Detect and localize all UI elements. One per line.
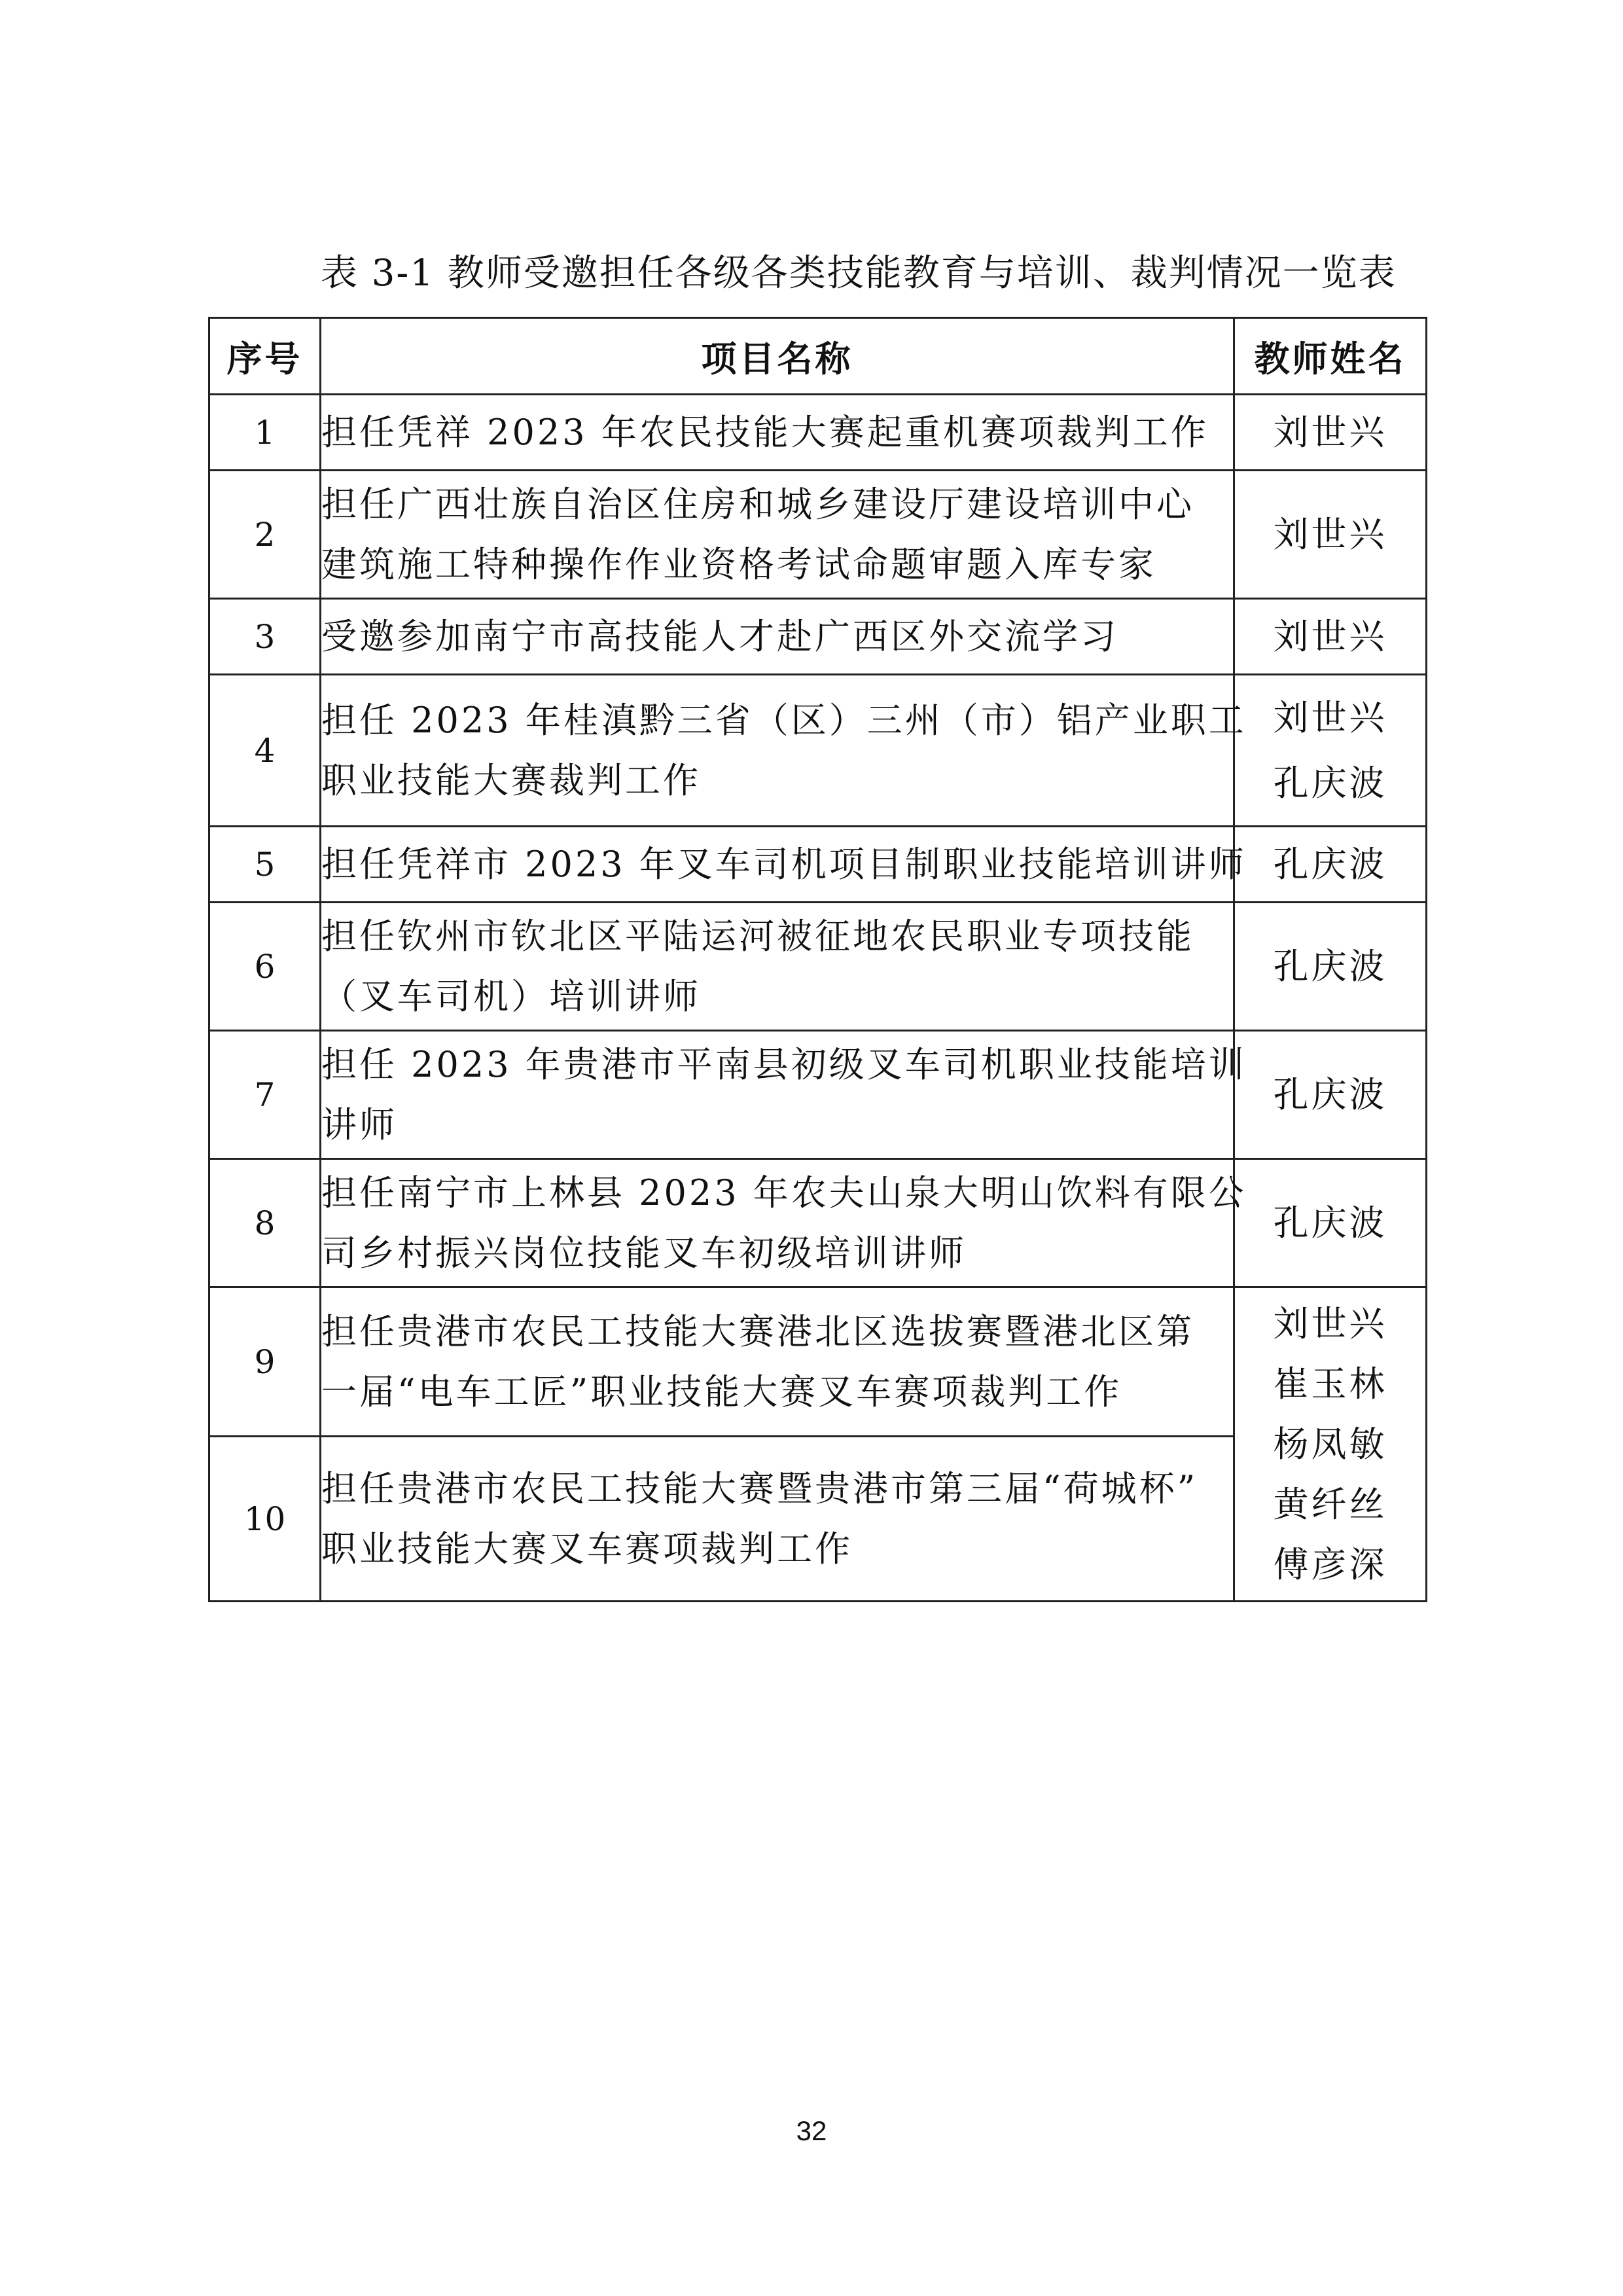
row-teacher — [1234, 471, 1427, 599]
row-item — [321, 1287, 1234, 1437]
row-item — [321, 827, 1247, 903]
item-line: 讲师 — [321, 1103, 397, 1145]
table-header-row — [209, 318, 1427, 395]
row-item — [321, 1159, 1247, 1287]
header-teacher: 教师姓名 — [1234, 318, 1427, 395]
row-seq: 4 — [209, 675, 321, 827]
item-line: 担任广西壮族自治区住房和城乡建设厅建设培训中心 — [321, 483, 1194, 525]
teacher-name: 刘世兴 — [1273, 411, 1387, 453]
teacher-name: 刘世兴 — [1273, 513, 1387, 555]
table-row — [209, 1031, 1427, 1159]
teacher-name: 孔庆波 — [1273, 945, 1387, 987]
row-seq: 1 — [209, 395, 321, 471]
row-seq: 2 — [209, 471, 321, 599]
row-seq: 8 — [209, 1159, 321, 1287]
teacher-name: 刘世兴 — [1273, 615, 1387, 657]
table-row — [209, 1159, 1427, 1287]
row-teacher — [1234, 675, 1427, 827]
item-line: 担任凭祥 2023 年农民技能大赛起重机赛项裁判工作 — [321, 411, 1209, 453]
row-item — [321, 1031, 1247, 1159]
page-number: 32 — [796, 2115, 827, 2146]
teacher-name: 孔庆波 — [1273, 1202, 1387, 1244]
row-teacher-shared — [1234, 1287, 1427, 1602]
table-row — [209, 675, 1427, 827]
row-teacher — [1234, 903, 1427, 1031]
teacher-name: 杨凤敏 — [1273, 1423, 1387, 1465]
row-seq: 9 — [209, 1287, 321, 1437]
row-item — [321, 395, 1234, 471]
row-item — [321, 903, 1234, 1031]
table-row — [209, 471, 1427, 599]
row-item — [321, 599, 1234, 675]
teacher-name: 孔庆波 — [1273, 762, 1387, 804]
teacher-name: 刘世兴 — [1273, 696, 1387, 738]
item-line: 职业技能大赛裁判工作 — [321, 759, 701, 801]
item-line: 建筑施工特种操作作业资格考试命题审题入库专家 — [321, 543, 1156, 585]
row-seq: 7 — [209, 1031, 321, 1159]
row-item — [321, 675, 1247, 827]
item-line: 职业技能大赛叉车赛项裁判工作 — [321, 1528, 853, 1570]
row-seq: 5 — [209, 827, 321, 903]
item-line: 担任贵港市农民工技能大赛暨贵港市第三届“荷城杯” — [321, 1467, 1198, 1509]
table-row — [209, 827, 1427, 903]
item-line: 担任 2023 年桂滇黔三省（区）三州（市）铝产业职工 — [321, 699, 1247, 741]
table-row — [209, 1287, 1427, 1437]
item-line: （叉车司机）培训讲师 — [321, 975, 701, 1017]
row-seq: 10 — [209, 1437, 321, 1602]
row-teacher — [1234, 827, 1427, 903]
item-line: 担任南宁市上林县 2023 年农夫山泉大明山饮料有限公 — [321, 1172, 1247, 1213]
row-teacher — [1234, 1159, 1427, 1287]
teacher-name: 孔庆波 — [1273, 1073, 1387, 1115]
table-caption: 表 3-1 教师受邀担任各级各类技能教育与培训、裁判情况一览表 — [321, 252, 1397, 295]
item-line: 司乡村振兴岗位技能叉车初级培训讲师 — [321, 1232, 967, 1274]
row-teacher — [1234, 599, 1427, 675]
row-seq: 6 — [209, 903, 321, 1031]
item-line: 担任凭祥市 2023 年叉车司机项目制职业技能培训讲师 — [321, 843, 1247, 885]
item-line: 受邀参加南宁市高技能人才赴广西区外交流学习 — [321, 615, 1118, 657]
teacher-name: 黄纤丝 — [1273, 1483, 1387, 1525]
row-teacher — [1234, 1031, 1427, 1159]
item-line: 担任 2023 年贵港市平南县初级叉车司机职业技能培训 — [321, 1043, 1247, 1085]
item-line: 一届“电车工匠”职业技能大赛叉车赛项裁判工作 — [321, 1371, 1122, 1412]
table-row — [209, 395, 1427, 471]
row-item — [321, 471, 1234, 599]
row-teacher — [1234, 395, 1427, 471]
teacher-name: 傅彦深 — [1273, 1543, 1387, 1585]
row-item — [321, 1437, 1234, 1602]
table-row — [209, 599, 1427, 675]
teacher-name: 刘世兴 — [1273, 1302, 1387, 1344]
row-seq: 3 — [209, 599, 321, 675]
header-item: 项目名称 — [321, 318, 1234, 395]
teacher-training-table — [208, 317, 1427, 1602]
teacher-name: 孔庆波 — [1273, 843, 1387, 885]
header-seq: 序号 — [209, 318, 321, 395]
teacher-name: 崔玉林 — [1273, 1363, 1387, 1405]
table-row — [209, 903, 1427, 1031]
item-line: 担任贵港市农民工技能大赛港北区选拔赛暨港北区第 — [321, 1310, 1194, 1352]
item-line: 担任钦州市钦北区平陆运河被征地农民职业专项技能 — [321, 915, 1194, 957]
